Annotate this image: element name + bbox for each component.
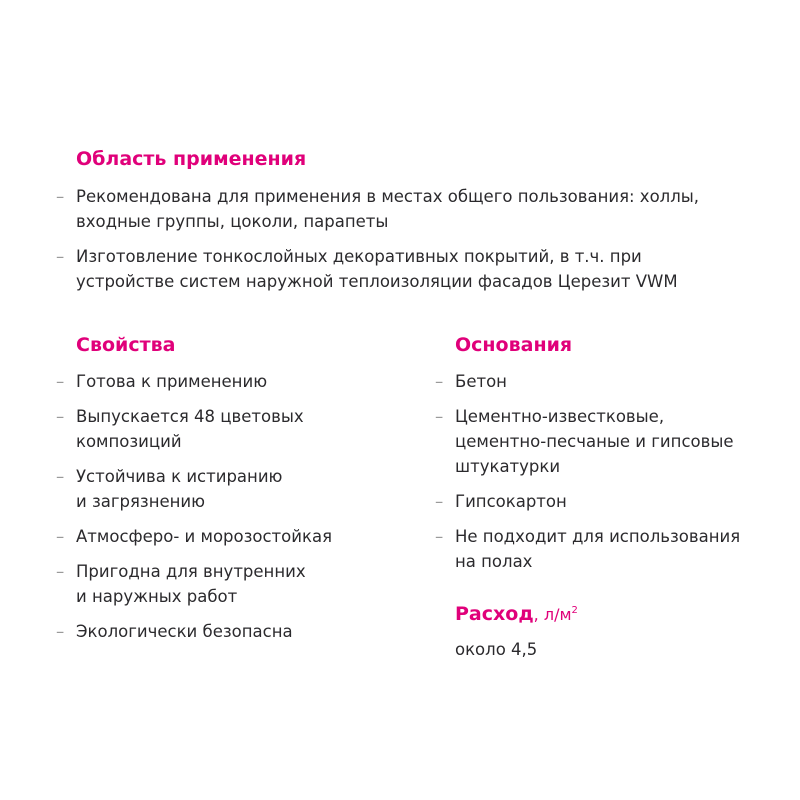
consumption-label: Расход — [455, 603, 534, 625]
usage-item-text: Изготовление тонкослойных декоративных покрытий, в т.ч. при — [76, 247, 642, 266]
substrates-item-text: Бетон — [455, 372, 507, 391]
consumption-heading — [455, 599, 578, 627]
usage-heading: Область применения — [76, 148, 307, 170]
dash-bullet-icon: – — [56, 187, 65, 206]
properties-item-text: Атмосферо- и морозостойкая — [76, 527, 332, 546]
properties-item — [56, 369, 386, 394]
dash-bullet-icon: – — [56, 467, 65, 486]
consumption-value: около 4,5 — [455, 640, 538, 659]
properties-item — [56, 524, 386, 549]
usage-list — [56, 184, 756, 294]
substrates-item-text: Цементно-известковые, — [455, 407, 665, 426]
properties-item-text: и загрязнению — [76, 492, 206, 511]
substrates-item-text: на полах — [455, 552, 533, 571]
substrates-item — [435, 369, 775, 394]
dash-bullet-icon: – — [56, 562, 65, 581]
dash-bullet-icon: – — [56, 527, 65, 546]
dash-bullet-icon: – — [435, 407, 444, 426]
properties-item — [56, 404, 386, 454]
consumption-unit-exponent: 2 — [571, 605, 578, 616]
usage-item — [56, 184, 756, 234]
substrates-heading: Основания — [455, 334, 573, 356]
substrates-item-text: цементно-песчаные и гипсовые — [455, 432, 734, 451]
substrates-item-text: Гипсокартон — [455, 492, 567, 511]
dash-bullet-icon: – — [435, 492, 444, 511]
properties-heading: Свойства — [76, 334, 176, 356]
dash-bullet-icon: – — [56, 407, 65, 426]
dash-bullet-icon: – — [435, 527, 444, 546]
substrates-item-text: штукатурки — [455, 457, 561, 476]
usage-item-text: входные группы, цоколи, парапеты — [76, 212, 389, 231]
properties-item-text: Пригодна для внутренних — [76, 562, 306, 581]
properties-item — [56, 464, 386, 514]
substrates-item — [435, 404, 775, 479]
properties-item-text: и наружных работ — [76, 587, 238, 606]
substrates-item — [435, 524, 775, 574]
consumption-unit: , $л/м^2$ — [533, 605, 578, 624]
dash-bullet-icon: – — [435, 372, 444, 391]
usage-item-text: устройстве систем наружной теплоизоляции фасадов Церезит VWM — [76, 272, 678, 291]
substrates-list — [435, 369, 775, 574]
dash-bullet-icon: – — [56, 622, 65, 641]
properties-item — [56, 619, 386, 644]
dash-bullet-icon: – — [56, 247, 65, 266]
substrates-item-text: Не подходит для использования — [455, 527, 741, 546]
properties-item-text: композиций — [76, 432, 182, 451]
substrates-item — [435, 489, 775, 514]
properties-item-text: Экологически безопасна — [76, 622, 293, 641]
usage-item-text: Рекомендована для применения в местах общего пользования: холлы, — [76, 187, 700, 206]
properties-item — [56, 559, 386, 609]
properties-item-text: Готова к применению — [76, 372, 268, 391]
dash-bullet-icon: – — [56, 372, 65, 391]
properties-list — [56, 369, 386, 644]
usage-item — [56, 244, 756, 294]
properties-item-text: Выпускается 48 цветовых — [76, 407, 304, 426]
properties-item-text: Устойчива к истиранию — [76, 467, 283, 486]
